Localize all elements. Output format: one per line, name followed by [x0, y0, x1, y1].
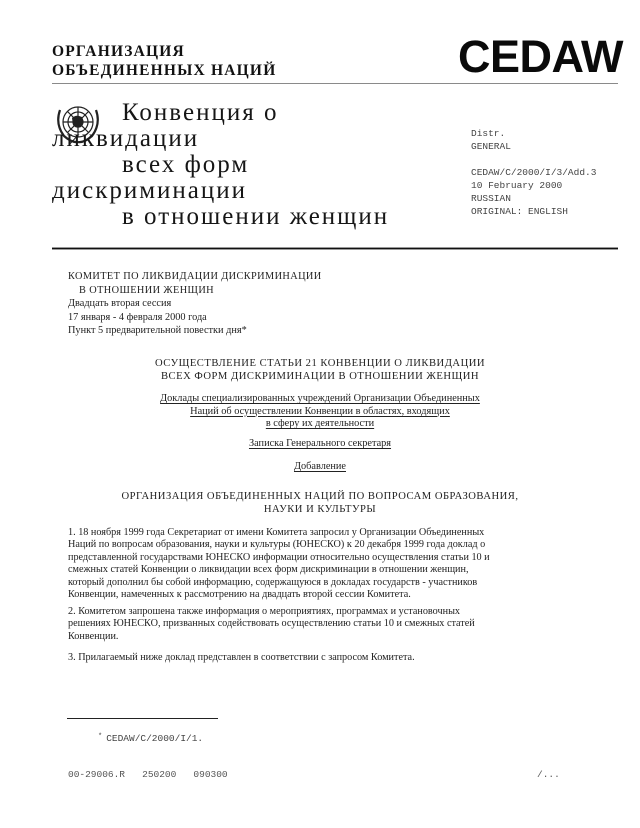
session: Двадцать вторая сессия — [68, 298, 172, 309]
paragraph-line: 1. 18 ноября 1999 года Секретариат от имени Комитета запросил у Организации Объединенных — [68, 527, 485, 538]
session-dates: 17 января - 4 февраля 2000 года — [68, 311, 207, 323]
paragraph-line: Конвенции. — [68, 630, 119, 642]
header-bottom-rule — [52, 247, 618, 250]
distr-level: GENERAL — [471, 141, 511, 152]
paragraph-line: представленной государствами ЮНЕСКО информации относительно осуществления статьи 10 и — [68, 551, 490, 563]
agenda-item: Пункт 5 предварительной повестки дня* — [68, 325, 247, 336]
footnote-text: CEDAW/C/2000/I/1. — [106, 733, 204, 744]
footnote-marker: * — [98, 733, 103, 741]
document-title — [60, 357, 580, 383]
addendum-heading — [60, 460, 580, 473]
committee-name-line1: КОМИТЕТ ПО ЛИКВИДАЦИИ ДИСКРИМИНАЦИИ — [68, 271, 322, 282]
paragraph-1 — [68, 527, 584, 601]
document-title-line1: ОСУЩЕСТВЛЕНИЕ СТАТЬИ 21 КОНВЕНЦИИ О ЛИКВИДАЦИИ — [154, 358, 486, 369]
paragraph-line: который дополнил бы собой информацию, содержащуюся в докладах государств - участников — [68, 576, 478, 588]
footnote — [98, 731, 203, 745]
job-number: 00-29006.R 250200 090300 — [68, 769, 228, 780]
convention-title — [52, 100, 389, 230]
convention-title-line3: всех форм — [122, 151, 250, 178]
organization-name-line1: ОРГАНИЗАЦИЯ — [52, 43, 185, 60]
footnote-divider — [67, 718, 218, 719]
committee-block — [68, 270, 322, 338]
document-date: 10 February 2000 — [471, 180, 563, 191]
document-subtitle-line1: Доклады специализированных учреждений Организации Объединенных — [160, 393, 480, 404]
continuation-mark: /... — [537, 769, 560, 780]
committee-name-line2: В ОТНОШЕНИИ ЖЕНЩИН — [79, 284, 215, 296]
note-heading — [60, 437, 580, 450]
addendum-heading-text: Добавление — [293, 461, 346, 472]
note-heading-text: Записка Генерального секретаря — [248, 438, 392, 449]
document-subtitle — [60, 393, 580, 431]
agency-heading-line1: ОРГАНИЗАЦИЯ ОБЪЕДИНЕННЫХ НАЦИЙ ПО ВОПРОСАМ ОБРАЗОВАНИЯ, — [121, 491, 519, 502]
paragraph-3 — [68, 652, 584, 664]
document-subtitle-line2: Наций об осуществлении Конвенции в областях, входящих — [190, 405, 450, 417]
paragraph-line: решениях ЮНЕСКО, призванных содействовать осуществлению статьи 10 и смежных статей — [68, 618, 475, 630]
document-title-line2: ВСЕХ ФОРМ ДИСКРИМИНАЦИИ В ОТНОШЕНИИ ЖЕНЩИН — [160, 371, 480, 382]
paragraph-line: смежных статей Конвенции о ликвидации всех форм дискриминации в отношении женщин, — [68, 564, 469, 576]
document-subtitle-line3: в сферу их деятельности — [265, 418, 375, 429]
convention-title-line2: ликвидации — [52, 125, 200, 152]
original-language: ORIGINAL: ENGLISH — [471, 206, 568, 217]
convention-title-line4: дискриминации — [52, 177, 248, 204]
header-divider — [52, 83, 618, 84]
paragraph-line: Наций по вопросам образования, науки и культуры (ЮНЕСКО) к 20 декабря 1999 года доклад о — [68, 539, 486, 551]
convention-title-line1: Конвенция о — [122, 99, 279, 126]
organization-name-line2: ОБЪЕДИНЕННЫХ НАЦИЙ — [52, 62, 277, 79]
paragraph-line: 3. Прилагаемый ниже доклад представлен в соответствии с запросом Комитета. — [68, 652, 415, 663]
organization-name — [52, 42, 276, 80]
cedaw-logo: CEDAW — [458, 31, 623, 82]
agency-heading — [60, 491, 580, 516]
agency-heading-line2: НАУКИ И КУЛЬТУРЫ — [263, 503, 377, 515]
distr-label: Distr. — [471, 128, 506, 139]
distribution-block — [471, 127, 596, 218]
paragraph-2 — [68, 606, 584, 643]
convention-title-line5: в отношении женщин — [122, 203, 390, 230]
document-language: RUSSIAN — [471, 193, 511, 204]
paragraph-line: Конвенции, намеченных к рассмотрению на двадцать второй сессии Комитета. — [68, 589, 411, 601]
paragraph-line: 2. Комитетом запрошена также информация о мероприятиях, программах и установочных — [68, 606, 461, 617]
document-symbol: CEDAW/C/2000/I/3/Add.3 — [471, 167, 597, 178]
